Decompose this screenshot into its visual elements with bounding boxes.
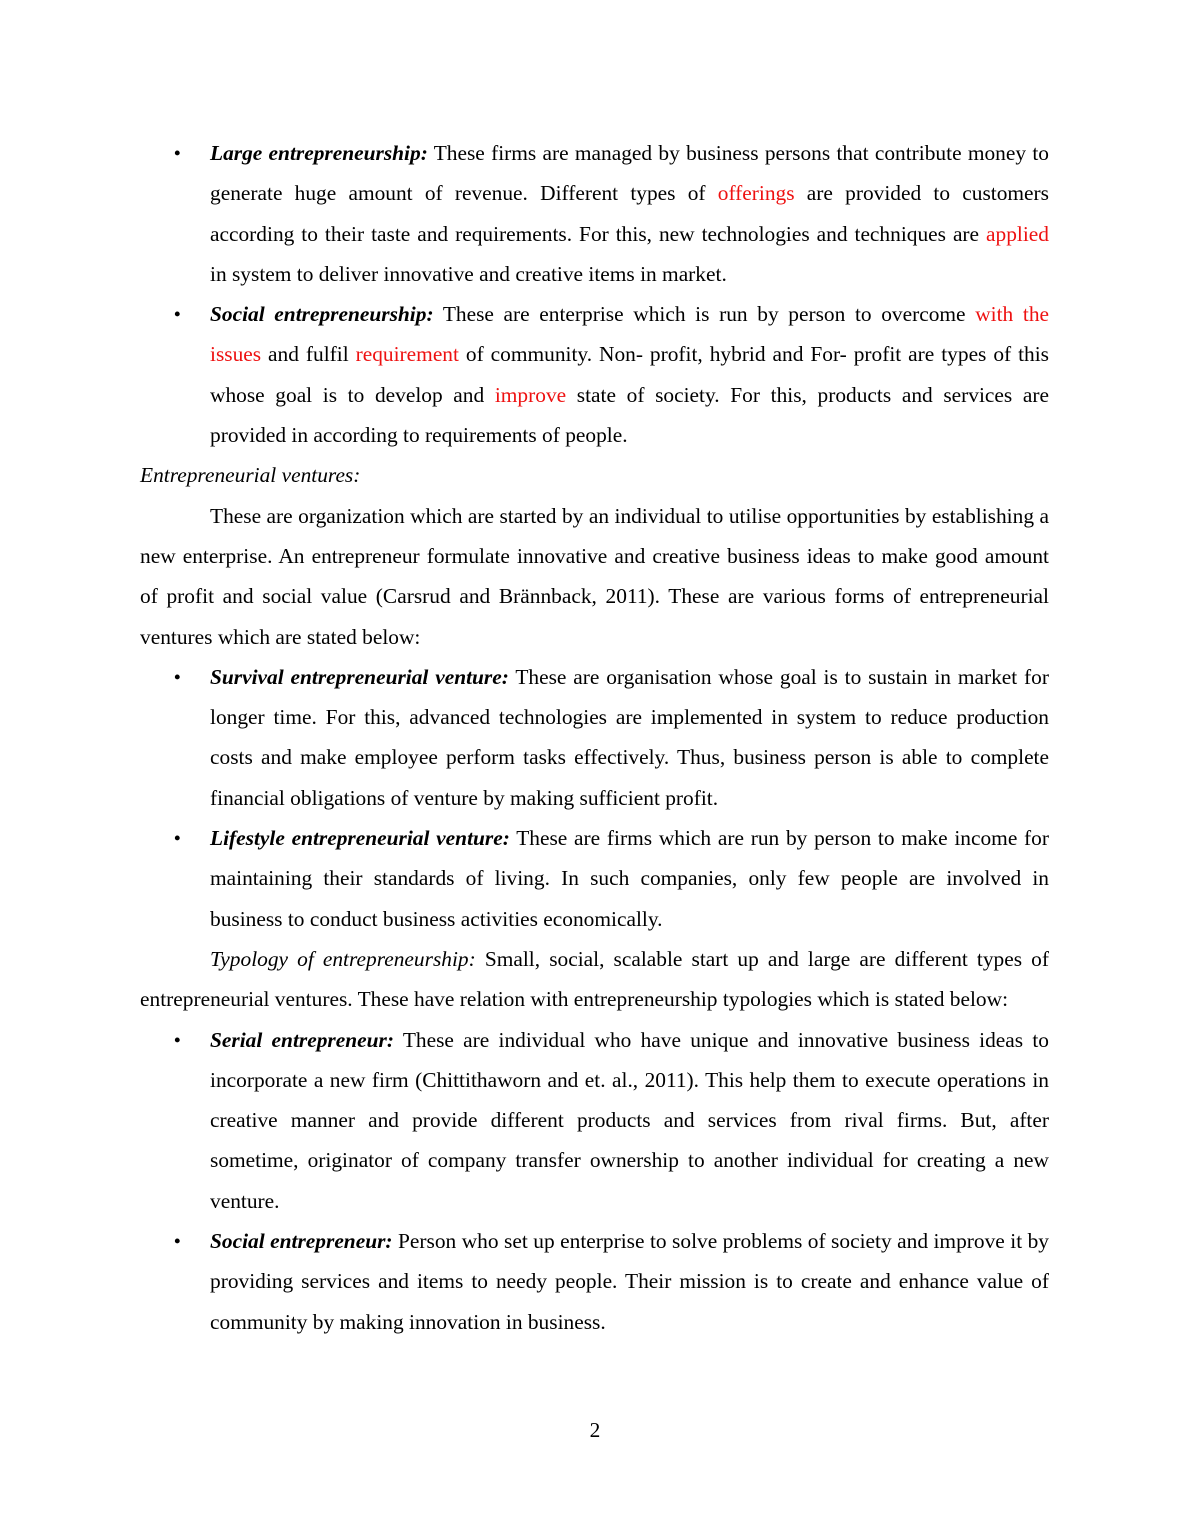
list-item bbox=[140, 1020, 1049, 1221]
bullet-icon: • bbox=[174, 828, 181, 849]
bullet-text: These are organisation whose goal is to sustain in market for longer time. For this, advanced technologies are implemented in system to reduce production costs and make employee perform tasks effectively. Thus, business person is able to complete financial obligations of venture by making sufficient profit. bbox=[210, 664, 1049, 810]
highlighted-word: with the issues bbox=[210, 302, 1050, 367]
page-body bbox=[140, 133, 1049, 1342]
venture-forms-list bbox=[140, 657, 1049, 939]
bullet-term: Lifestyle entrepreneurial venture: bbox=[210, 826, 510, 851]
entrepreneurship-types-list bbox=[140, 133, 1049, 455]
list-item bbox=[140, 818, 1049, 939]
highlighted-word: requirement bbox=[355, 342, 459, 367]
bullet-text: of community. Non- profit, hybrid and For- profit are types of this whose goal is to develop and bbox=[210, 342, 1050, 407]
typology-label: Typology of entrepreneurship: bbox=[210, 946, 476, 971]
bullet-text: Person who set up enterprise to solve problems of society and improve it by providing services and items to needy people. Their mission is to create and enhance value of community by making innovation in business. bbox=[210, 1229, 1049, 1334]
highlighted-word: offerings bbox=[717, 181, 795, 206]
bullet-icon: • bbox=[174, 143, 181, 163]
list-item bbox=[140, 294, 1049, 455]
bullet-text: are provided to customers according to their taste and requirements. For this, new technologies and techniques are bbox=[210, 181, 1049, 246]
typology-text: Small, social, scalable start up and large are different types of entrepreneurial ventures. These have relation with entrepreneurship typologies which is stated below: bbox=[140, 946, 1049, 1012]
list-item bbox=[140, 133, 1049, 294]
ventures-paragraph: These are organization which are started by an individual to utilise opportunities by establishing a new enterprise. An entrepreneur formulate innovative and creative business ideas to make good amount of profit and social value (Carsrud and Brännback, 2011). These are various forms of entrepreneurial ventures which are stated below: bbox=[140, 503, 1049, 649]
bullet-text: and fulfil bbox=[261, 342, 356, 367]
bullet-icon: • bbox=[174, 1231, 181, 1252]
bullet-text: These are firms which are run by person to make income for maintaining their standards of living. In such companies, only few people are involved in business to conduct business activities economically. bbox=[210, 826, 1049, 931]
bullet-icon: • bbox=[174, 304, 181, 325]
ventures-heading: Entrepreneurial ventures: bbox=[140, 463, 361, 488]
highlighted-word: applied bbox=[986, 221, 1049, 246]
list-item bbox=[140, 657, 1049, 818]
bullet-term: Social entrepreneurship: bbox=[210, 302, 434, 327]
bullet-text: These are enterprise which is run by person to overcome bbox=[433, 302, 976, 327]
bullet-icon: • bbox=[174, 666, 181, 687]
bullet-text: These firms are managed by business persons that contribute money to generate huge amount of revenue. Different types of bbox=[210, 141, 1049, 206]
bullet-term: Social entrepreneur: bbox=[210, 1229, 393, 1254]
bullet-text: These are individual who have unique and innovative business ideas to incorporate a new firm (Chittithaworn and et. al., 2011). This help them to execute operations in creative manner and provide different products and services from rival firms. But, after sometime, originator of company transfer ownership to another individual for creating a new venture. bbox=[210, 1027, 1049, 1213]
bullet-icon: • bbox=[174, 1029, 181, 1050]
bullet-term: Serial entrepreneur: bbox=[210, 1027, 394, 1052]
entrepreneur-typologies-list bbox=[140, 1020, 1049, 1342]
bullet-text: state of society. For this, products and services are provided in according to requirements of people. bbox=[210, 382, 1050, 448]
bullet-term: Large entrepreneurship: bbox=[210, 141, 428, 165]
page-number: 2 bbox=[589, 1418, 601, 1442]
list-item bbox=[140, 1221, 1049, 1342]
highlighted-word: improve bbox=[494, 382, 567, 407]
bullet-term: Survival entrepreneurial venture: bbox=[210, 664, 509, 689]
bullet-text: in system to deliver innovative and creative items in market. bbox=[210, 261, 727, 286]
typology-paragraph bbox=[140, 939, 1049, 1020]
